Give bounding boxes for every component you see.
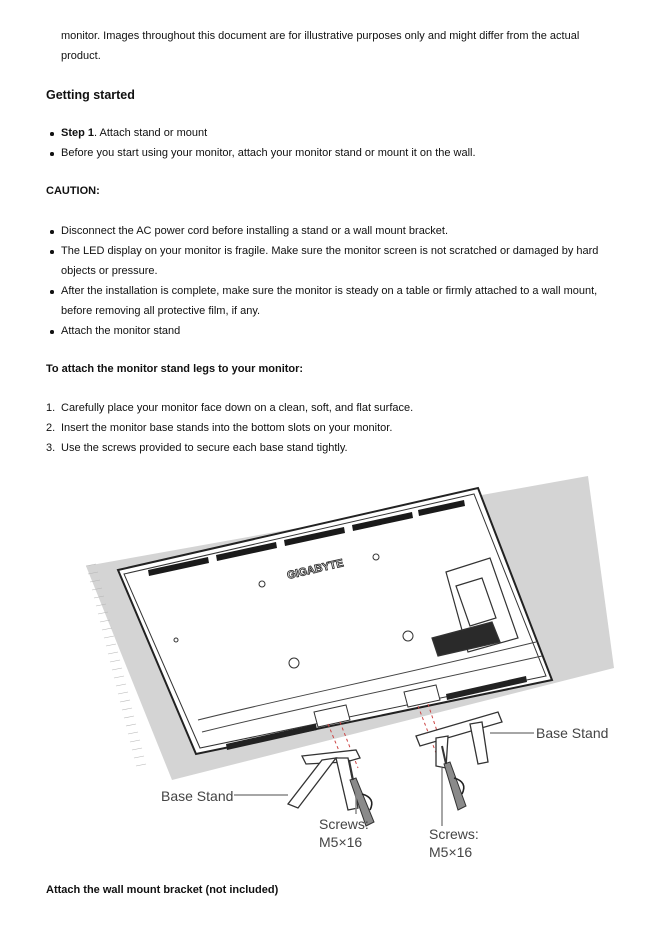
base-stand-right	[416, 712, 502, 768]
screws-left-title: Screws:	[319, 816, 369, 832]
screws-left-label	[319, 815, 369, 851]
intro-paragraph: monitor. Images throughout this document are for illustrative purposes only and might differ from the actual product.	[61, 30, 580, 62]
caution-list	[46, 221, 626, 341]
brand-logo: GIGABYTE	[285, 557, 345, 582]
base-stand-left-label: Base Stand	[161, 788, 234, 804]
list-item: Before you start using your monitor, attach your monitor stand or mount it on the wall.	[46, 143, 626, 163]
attach-legs-steps	[46, 398, 626, 458]
list-item: Disconnect the AC power cord before installing a stand or a wall mount bracket.	[46, 221, 626, 241]
list-item	[46, 418, 626, 438]
screws-right-spec: M5×16	[429, 844, 473, 860]
step-number: 1.	[46, 402, 56, 414]
step-text: Use the screws provided to secure each base stand tightly.	[61, 442, 348, 454]
screws-left-spec: M5×16	[319, 834, 363, 850]
base-stand-right-label: Base Stand	[536, 725, 609, 741]
screws-right-label	[429, 825, 479, 861]
list-item: After the installation is complete, make sure the monitor is steady on a table or firmly attached to a wall mount, before removing all protective film, if any.	[46, 281, 626, 321]
attach-legs-heading: To attach the monitor stand legs to your monitor:	[46, 363, 304, 375]
base-stand-left	[288, 750, 360, 810]
stand-installation-illustration	[66, 462, 614, 866]
list-item	[46, 123, 626, 143]
step-label: Step 1	[61, 127, 95, 139]
step-text: Insert the monitor base stands into the bottom slots on your monitor.	[61, 422, 393, 434]
getting-started-heading: Getting started	[46, 88, 135, 102]
step-text: Carefully place your monitor face down on a clean, soft, and flat surface.	[61, 402, 414, 414]
list-item: The LED display on your monitor is fragile. Make sure the monitor screen is not scratched or damaged by hard objects or pressure.	[46, 241, 626, 281]
wall-mount-heading: Attach the wall mount bracket (not included)	[46, 884, 279, 896]
list-item	[46, 398, 626, 418]
illustration-drawing	[66, 462, 614, 866]
screws-right-title: Screws:	[429, 826, 479, 842]
step-number: 2.	[46, 422, 56, 434]
caution-heading: CAUTION:	[46, 185, 100, 197]
list-item: Attach the monitor stand	[46, 321, 626, 341]
list-item	[46, 438, 626, 458]
step-text: . Attach stand or mount	[94, 127, 208, 139]
step-number: 3.	[46, 442, 56, 454]
getting-started-list	[46, 123, 626, 163]
